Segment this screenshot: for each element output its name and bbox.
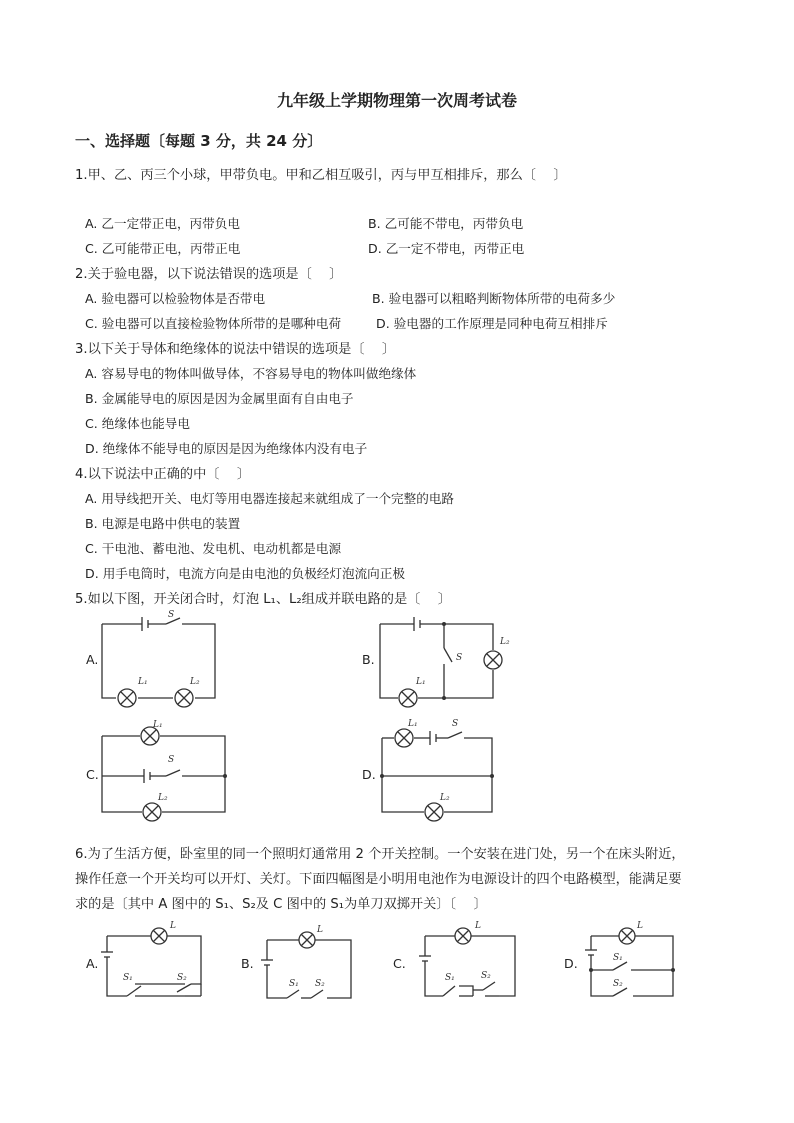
question-5-stem: 5.如以下图，开关闭合时，灯泡 L₁、L₂组成并联电路的是〔 〕 xyxy=(75,592,451,607)
q4-option-b: B. 电源是电路中供电的装置 xyxy=(85,516,241,531)
q6b-label-s1: S₁ xyxy=(289,979,299,989)
q6c-label-s1: S₁ xyxy=(445,973,455,983)
q5a-label-s: S xyxy=(168,610,175,620)
q5-label-a: A. xyxy=(86,652,99,667)
q3-option-d: D. 绝缘体不能导电的原因是因为绝缘体内没有电子 xyxy=(85,441,368,456)
q6d-label-s1: S₁ xyxy=(613,953,623,963)
q1-option-c: C. 乙可能带正电，丙带正电 xyxy=(85,241,241,256)
q5a-label-l1: L₁ xyxy=(138,677,148,687)
section-heading: 一、选择题〔每题 3 分，共 24 分〕 xyxy=(75,132,323,150)
q4-option-a: A. 用导线把开关、电灯等用电器连接起来就组成了一个完整的电路 xyxy=(85,491,455,506)
q6-circuit-d[interactable] xyxy=(589,920,679,1002)
q4-option-d: D. 用手电筒时，电流方向是由电池的负极经灯泡流向正极 xyxy=(85,566,405,581)
q5b-label-l2: L₂ xyxy=(500,637,510,647)
q5-circuit-b[interactable] xyxy=(378,612,518,707)
q3-option-a: A. 容易导电的物体叫做导体，不容易导电的物体叫做绝缘体 xyxy=(85,366,417,381)
q6d-label-l: L xyxy=(637,921,643,931)
q6-label-d: D. xyxy=(564,956,578,971)
q5d-label-s: S xyxy=(452,719,459,729)
question-2-stem: 2.关于验电器，以下说法错误的选项是〔 〕 xyxy=(75,267,343,282)
q3-option-c: C. 绝缘体也能导电 xyxy=(85,416,190,431)
q5a-label-l2: L₂ xyxy=(190,677,200,687)
q5-circuit-a[interactable] xyxy=(100,612,220,707)
q5d-label-l2: L₂ xyxy=(440,793,450,803)
q5-label-d: D. xyxy=(362,767,376,782)
page-title: 九年级上学期物理第一次周考试卷 xyxy=(276,91,517,110)
q5b-label-s: S xyxy=(456,653,463,663)
q5d-label-l1: L₁ xyxy=(408,719,418,729)
q4-option-c: C. 干电池、蓄电池、发电机、电动机都是电源 xyxy=(85,541,342,556)
q5c-label-l2: L₂ xyxy=(158,793,168,803)
q3-option-b: B. 金属能导电的原因是因为金属里面有自由电子 xyxy=(85,391,354,406)
q5-circuit-c[interactable] xyxy=(100,722,230,824)
q1-option-a: A. 乙一定带正电，丙带负电 xyxy=(85,216,240,231)
q5-label-c: C. xyxy=(86,767,99,782)
q6-label-b: B. xyxy=(241,956,254,971)
q6-label-a: A. xyxy=(86,956,99,971)
question-6-line-3: 求的是〔其中 A 图中的 S₁、S₂及 C 图中的 S₁为单刀双掷开关〕〔 〕 xyxy=(75,897,487,912)
q2-option-c: C. 验电器可以直接检验物体所带的是哪种电荷 xyxy=(85,316,342,331)
q6b-label-l: L xyxy=(317,925,323,935)
q6a-label-s1: S₁ xyxy=(123,973,133,983)
q6a-label-s2: S₂ xyxy=(177,973,187,983)
q5-circuit-d[interactable] xyxy=(380,718,500,820)
q6-circuit-a[interactable] xyxy=(105,922,205,1002)
q6c-label-l: L xyxy=(475,921,481,931)
q2-option-b: B. 验电器可以粗略判断物体所带的电荷多少 xyxy=(372,291,616,306)
q6d-label-s2: S₂ xyxy=(613,979,623,989)
q6c-label-s2: S₂ xyxy=(481,971,491,981)
q5b-label-l1: L₁ xyxy=(416,677,426,687)
question-3-stem: 3.以下关于导体和绝缘体的说法中错误的选项是〔 〕 xyxy=(75,342,396,357)
q6-circuit-b[interactable] xyxy=(265,926,360,1004)
q6b-label-s2: S₂ xyxy=(315,979,325,989)
q5c-label-s: S xyxy=(168,755,175,765)
q6-circuit-c[interactable] xyxy=(423,922,523,1002)
question-6-line-2: 操作任意一个开关均可以开灯、关灯。下面四幅图是小明用电池作为电源设计的四个电路模型，能满足要 xyxy=(75,872,682,887)
q6-label-c: C. xyxy=(393,956,406,971)
q1-option-b: B. 乙可能不带电，丙带负电 xyxy=(368,216,524,231)
q1-option-d: D. 乙一定不带电，丙带正电 xyxy=(368,241,525,256)
question-4-stem: 4.以下说法中正确的中〔 〕 xyxy=(75,467,251,482)
q5c-label-l1: L₁ xyxy=(153,720,163,730)
q2-option-d: D. 验电器的工作原理是同种电荷互相排斥 xyxy=(376,316,608,331)
q2-option-a: A. 验电器可以检验物体是否带电 xyxy=(85,291,266,306)
question-1-stem: 1.甲、乙、丙三个小球，甲带负电。甲和乙相互吸引，丙与甲互相排斥，那么〔 〕 xyxy=(75,168,567,183)
q5-label-b: B. xyxy=(362,652,375,667)
question-6-line-1: 6.为了生活方便，卧室里的同一个照明灯通常用 2 个开关控制。一个安装在进门处，另一个在床头附近， xyxy=(75,847,685,862)
q6a-label-l: L xyxy=(170,921,176,931)
